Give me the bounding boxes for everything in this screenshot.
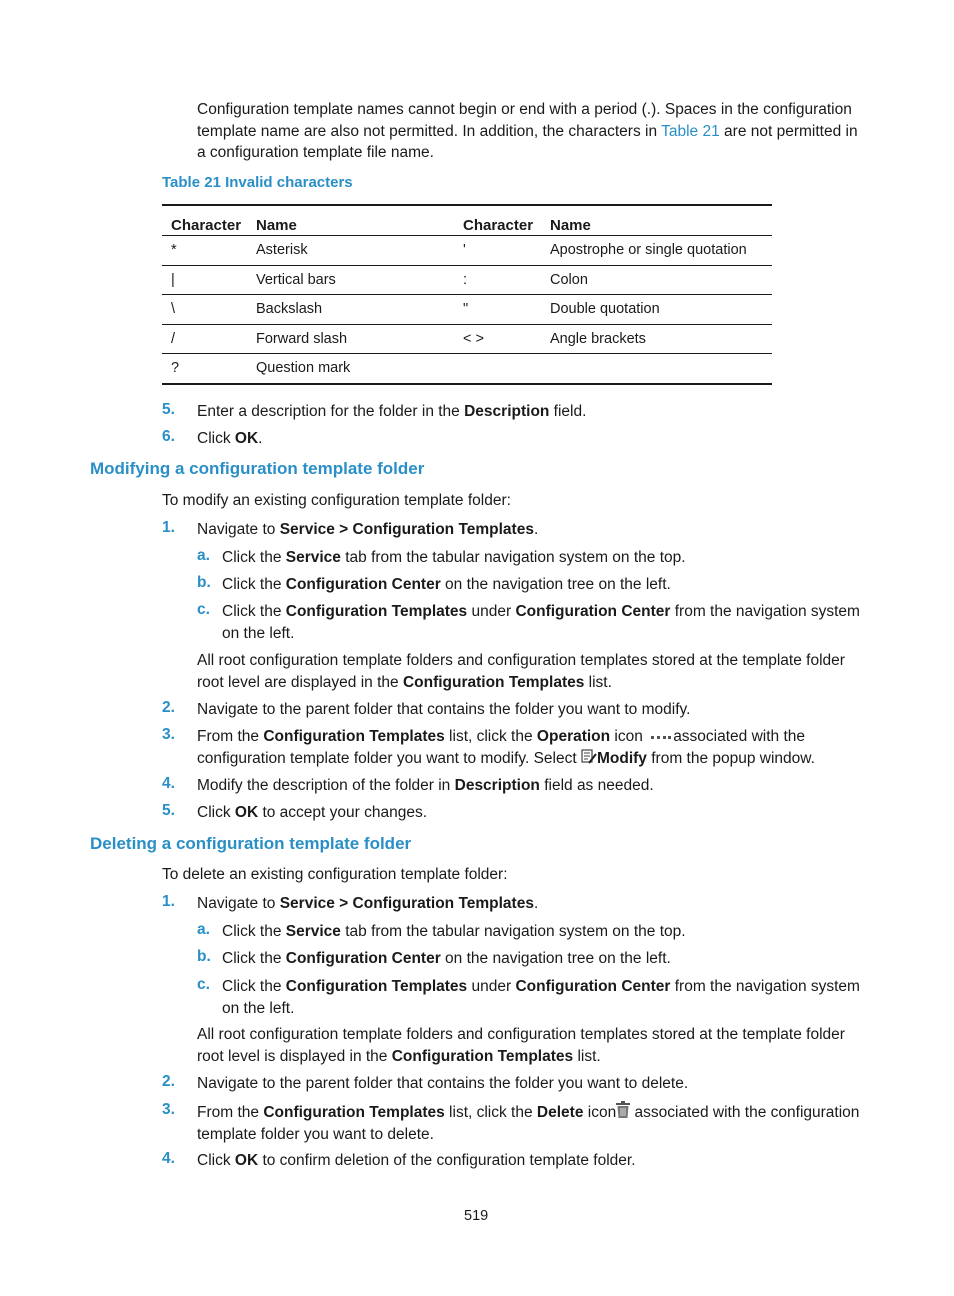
column-header: Name [247, 205, 454, 236]
section-heading-modify: Modifying a configuration template folder [90, 459, 425, 478]
table-cell: Question mark [256, 360, 351, 377]
invalid-characters-table [162, 204, 772, 385]
table-cell: ? [171, 360, 180, 377]
step-text: Enter a description for the folder in the Description field. [197, 403, 587, 420]
intro-text: Configuration template names cannot begin or end with a period (.). Spaces in the configuration template name are also not permitted. In addition, the characters in [197, 101, 852, 140]
step-text: Modify the description of the folder in Description field as needed. [197, 777, 654, 794]
table-cell: Forward slash [247, 324, 454, 354]
table-header-row [162, 205, 772, 236]
step-text: Click the Configuration Templates under Configuration Center from the navigation system on the left. [222, 978, 860, 1017]
step-number: 5. [162, 802, 175, 819]
table-cell: Asterisk [247, 236, 454, 266]
step-number: 4. [162, 1150, 175, 1167]
step-number: 6. [162, 428, 175, 445]
table-cell [541, 354, 772, 384]
step-text: Navigate to Service > Configuration Templates. [197, 521, 539, 538]
step-text: Click the Service tab from the tabular navigation system on the top. [222, 923, 686, 940]
table-cell: \ [162, 295, 247, 325]
table-cell: / [162, 324, 247, 354]
table-cell: " [454, 295, 541, 325]
column-header: Character [162, 205, 247, 236]
step-text: Navigate to the parent folder that contains the folder you want to modify. [197, 701, 691, 718]
table-cell: Angle brackets [541, 324, 772, 354]
step-text: From the Configuration Templates list, click the Operation icon associated with the configuration template folder you want to modify. Select Modify from the popup window. [197, 728, 815, 767]
table-cell: Backslash [247, 295, 454, 325]
step-number: 4. [162, 775, 175, 792]
table-row [162, 354, 772, 384]
step-text: Click the Service tab from the tabular navigation system on the top. [222, 549, 686, 566]
step-number: 3. [162, 1101, 175, 1118]
table-row [162, 265, 772, 295]
trash-icon [616, 1101, 630, 1118]
modify-note: All root configuration template folders and configuration templates stored at the template folder root level are displayed in the Configuration Templates list. [197, 652, 845, 691]
page-number: 519 [464, 1208, 489, 1224]
substep-letter: b. [197, 574, 211, 591]
substep-letter: c. [197, 976, 210, 993]
table-row [162, 324, 772, 354]
step-text: Click the Configuration Center on the navigation tree on the left. [222, 950, 671, 967]
step-text: Click OK to accept your changes. [197, 804, 428, 821]
step-text: Navigate to Service > Configuration Templates. [197, 895, 539, 912]
table-caption: Table 21 Invalid characters [162, 174, 353, 191]
step-number: 3. [162, 726, 175, 743]
substep-letter: c. [197, 601, 210, 618]
step-text: Click OK to confirm deletion of the configuration template folder. [197, 1152, 636, 1169]
table-cell: Apostrophe or single quotation [541, 236, 772, 266]
table-cell: * [162, 236, 247, 266]
step-number: 5. [162, 401, 175, 418]
step-number: 1. [162, 893, 175, 910]
step-text: Navigate to the parent folder that contains the folder you want to delete. [197, 1075, 689, 1092]
step-text: Click the Configuration Templates under Configuration Center from the navigation system on the left. [222, 603, 860, 642]
table-row [162, 236, 772, 266]
table-cell: Vertical bars [247, 265, 454, 295]
step-text: Click the Configuration Center on the navigation tree on the left. [222, 576, 671, 593]
operation-dots-icon [651, 733, 671, 741]
table-cell: ' [454, 236, 541, 266]
table-cell: Colon [541, 265, 772, 295]
table-cell: Double quotation [541, 295, 772, 325]
step-number: 1. [162, 519, 175, 536]
section-heading-delete: Deleting a configuration template folder [90, 834, 412, 853]
table-21-link[interactable]: Table 21 [661, 122, 720, 140]
intro-text-after: are not permitted in a configuration template file name. [197, 122, 858, 161]
modify-icon [581, 749, 597, 765]
substep-letter: a. [197, 547, 210, 564]
step-text: Click OK. [197, 430, 263, 447]
table-cell: < > [454, 324, 541, 354]
table-cell: : [454, 265, 541, 295]
intro-paragraph [197, 99, 867, 164]
substep-letter: b. [197, 948, 211, 965]
step-number: 2. [162, 699, 175, 716]
delete-intro: To delete an existing configuration template folder: [162, 866, 508, 883]
modify-intro: To modify an existing configuration template folder: [162, 492, 511, 509]
column-header: Character [454, 205, 541, 236]
column-header: Name [541, 205, 772, 236]
table-cell: | [162, 265, 247, 295]
table-row [162, 295, 772, 325]
substep-letter: a. [197, 921, 210, 938]
delete-note: All root configuration template folders and configuration templates stored at the template folder root level is displayed in the Configuration Templates list. [197, 1026, 845, 1065]
step-text: From the Configuration Templates list, click the Delete icon associated with the configuration template folder you want to delete. [197, 1101, 865, 1145]
table-cell [454, 354, 541, 384]
step-number: 2. [162, 1073, 175, 1090]
